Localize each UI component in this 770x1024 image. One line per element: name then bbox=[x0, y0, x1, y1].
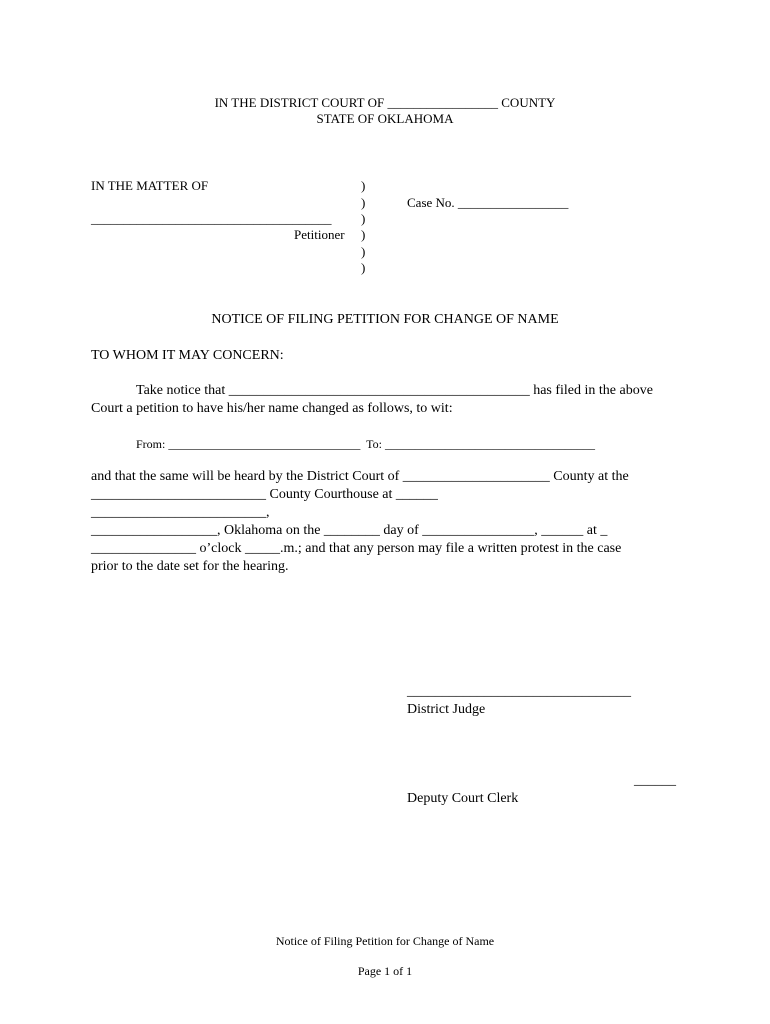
hearing-paragraph-line: __________________, Oklahoma on the ________ day of ________________, ______ at _ bbox=[91, 523, 608, 538]
notice-title: NOTICE OF FILING PETITION FOR CHANGE OF NAME bbox=[211, 312, 559, 327]
clerk-signature-line: ______ bbox=[634, 773, 676, 788]
clerk-label: Deputy Court Clerk bbox=[407, 791, 519, 806]
judge-label: District Judge bbox=[407, 702, 486, 717]
caption-paren: ) bbox=[361, 227, 366, 242]
page-number: Page 1 of 1 bbox=[357, 964, 413, 978]
caption-paren: ) bbox=[361, 244, 366, 259]
notice-paragraph-line: Take notice that ___________________________________________ has filed in the above bbox=[136, 383, 653, 398]
petitioner-name-line: _____________________________________ bbox=[91, 211, 332, 226]
hearing-paragraph-line: _______________ o’clock _____.m.; and that any person may file a written protest in the case bbox=[91, 541, 622, 556]
caption-paren: ) bbox=[361, 260, 366, 275]
notice-paragraph-line: Court a petition to have his/her name changed as follows, to wit: bbox=[91, 401, 453, 416]
hearing-paragraph-line: _________________________, bbox=[91, 505, 270, 520]
from-to-line: From: ________________________________ To: ___________________________________ bbox=[136, 437, 595, 451]
court-heading: IN THE DISTRICT COURT OF _________________ COUNTY bbox=[214, 95, 556, 110]
judge-signature-line: ________________________________ bbox=[407, 684, 631, 699]
caption-paren: ) bbox=[361, 195, 366, 210]
hearing-paragraph-line: and that the same will be heard by the District Court of _____________________ County at the bbox=[91, 469, 629, 484]
caption-paren: ) bbox=[361, 211, 366, 226]
case-number: Case No. _________________ bbox=[407, 195, 569, 210]
footer-title: Notice of Filing Petition for Change of Name bbox=[275, 934, 495, 948]
petitioner-label: Petitioner bbox=[294, 227, 345, 242]
caption-paren: ) bbox=[361, 178, 366, 193]
hearing-paragraph-line: _________________________ County Courthouse at ______ bbox=[91, 487, 438, 502]
matter-label: IN THE MATTER OF bbox=[91, 178, 209, 193]
salutation: TO WHOM IT MAY CONCERN: bbox=[91, 348, 284, 363]
hearing-paragraph-line: prior to the date set for the hearing. bbox=[91, 559, 289, 574]
state-heading: STATE OF OKLAHOMA bbox=[316, 111, 454, 126]
